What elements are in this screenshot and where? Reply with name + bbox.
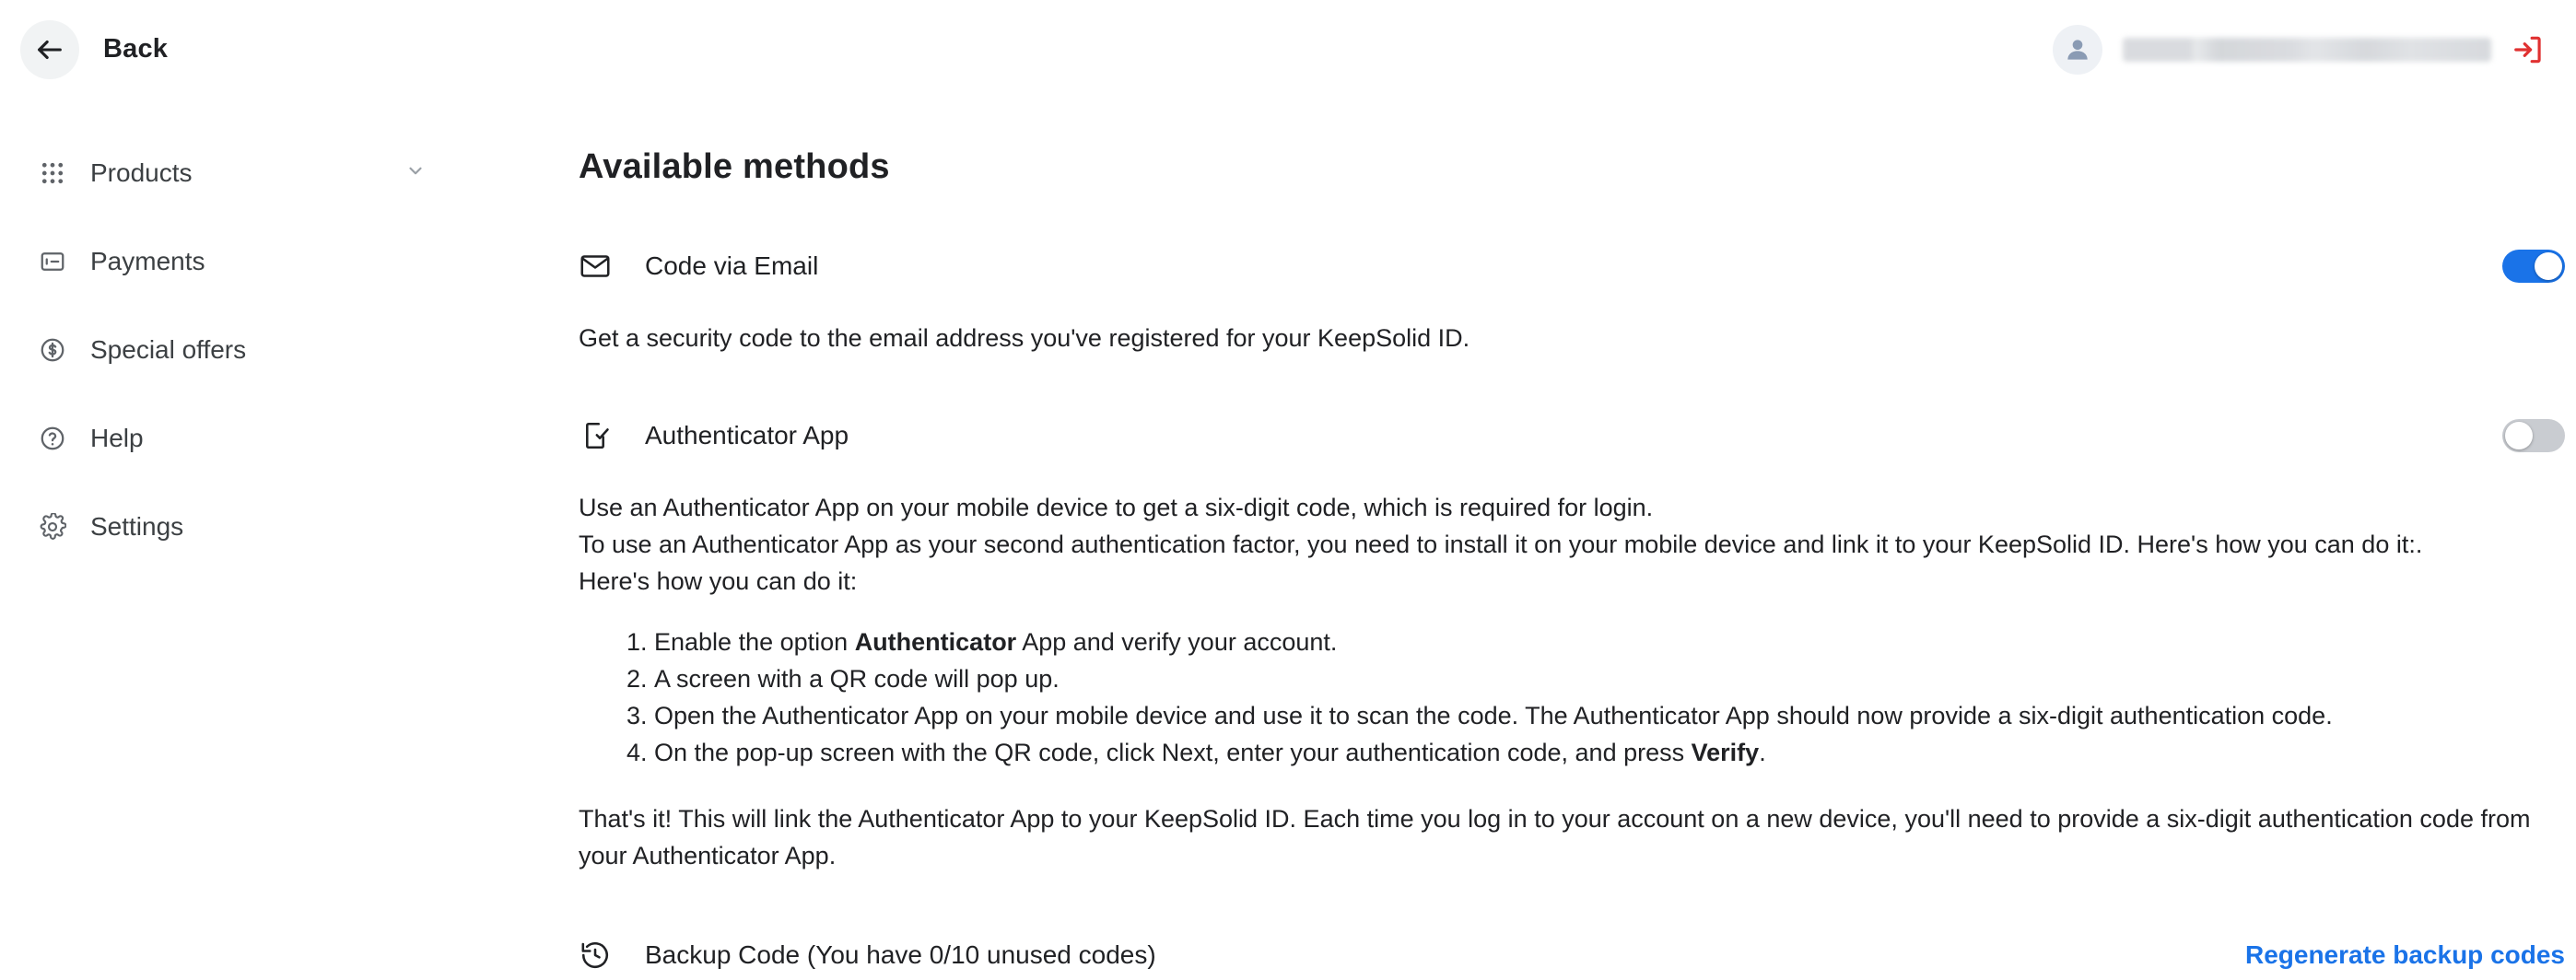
authenticator-steps	[579, 624, 2576, 771]
dollar-circle-icon	[39, 336, 81, 364]
sidebar-item-special-offers[interactable]	[0, 306, 553, 394]
step-text-post: .	[1759, 739, 1766, 766]
chevron-down-icon[interactable]	[405, 161, 426, 186]
sidebar-item-label: Special offers	[90, 335, 247, 364]
sidebar-item-label: Products	[90, 158, 193, 187]
email-method-description: Get a security code to the email address you've registered for your KeepSolid ID.	[579, 324, 1470, 352]
sidebar-item-settings[interactable]	[0, 483, 553, 571]
gear-icon	[39, 513, 81, 541]
sidebar-item-label: Payments	[90, 247, 205, 275]
authenticator-paragraph-line-1: Use an Authenticator App on your mobile device to get a six-digit code, which is required for login.	[579, 494, 1654, 521]
method-label-email: Code via Email	[645, 251, 819, 280]
help-circle-icon	[39, 425, 81, 452]
step-text-pre: Open the Authenticator App on your mobile device and use it to scan the code. The Authenticator App should now provide a six-digit authentication code.	[654, 702, 2333, 729]
step-text-bold: Authenticator	[854, 628, 1017, 656]
grid-apps-icon	[39, 159, 81, 187]
authenticator-paragraph-line-2: To use an Authenticator App as your second authentication factor, you need to install it on your mobile device and link it to your KeepSolid ID. Here's how you can do it:.	[579, 531, 2423, 558]
payments-card-icon	[39, 248, 81, 275]
authenticator-paragraph-line-3: Here's how you can do it:	[579, 567, 858, 595]
back-button[interactable]	[20, 20, 168, 79]
step-text-pre: On the pop-up screen with the QR code, click Next, enter your authentication code, and press	[654, 739, 1692, 766]
sidebar	[0, 129, 553, 571]
sidebar-item-products[interactable]	[0, 129, 553, 217]
history-restore-icon	[579, 939, 645, 972]
toggle-code-via-email[interactable]	[2502, 250, 2565, 283]
envelope-icon	[579, 250, 645, 283]
step-text-post: App and verify your account.	[1016, 628, 1338, 656]
toggle-authenticator-app[interactable]	[2502, 419, 2565, 452]
sidebar-item-help[interactable]	[0, 394, 553, 483]
sidebar-item-label: Help	[90, 424, 144, 452]
authenticator-check-icon	[579, 419, 645, 452]
authenticator-closing-text: That's it! This will link the Authenticator App to your KeepSolid ID. Each time you log in to your account on a new device, you'll need to provide a six-digit authentication code from your Authenticator App.	[579, 805, 2531, 869]
list-item	[654, 734, 2576, 771]
page-title: Available methods	[579, 147, 890, 186]
sidebar-item-label: Settings	[90, 512, 184, 541]
method-row-email	[579, 242, 2576, 290]
method-label-authenticator: Authenticator App	[645, 421, 849, 449]
regenerate-backup-codes-link[interactable]: Regenerate backup codes	[2244, 940, 2565, 969]
sidebar-item-payments[interactable]	[0, 217, 553, 306]
method-row-backup-code	[579, 931, 2576, 979]
method-label-backup-code: Backup Code (You have 0/10 unused codes)	[645, 940, 1156, 969]
authenticator-description	[579, 489, 2576, 600]
main-content	[579, 0, 2576, 979]
toggle-knob	[2505, 422, 2533, 449]
arrow-left-icon[interactable]	[20, 20, 79, 79]
list-item	[654, 697, 2576, 734]
method-row-authenticator	[579, 412, 2576, 460]
step-text-pre: A screen with a QR code will pop up.	[654, 665, 1060, 693]
step-text-bold: Verify	[1691, 739, 1760, 766]
list-item	[654, 660, 2576, 697]
toggle-knob	[2535, 252, 2562, 280]
step-text-pre: Enable the option	[654, 628, 855, 656]
back-label: Back	[103, 34, 169, 64]
list-item	[654, 624, 2576, 660]
